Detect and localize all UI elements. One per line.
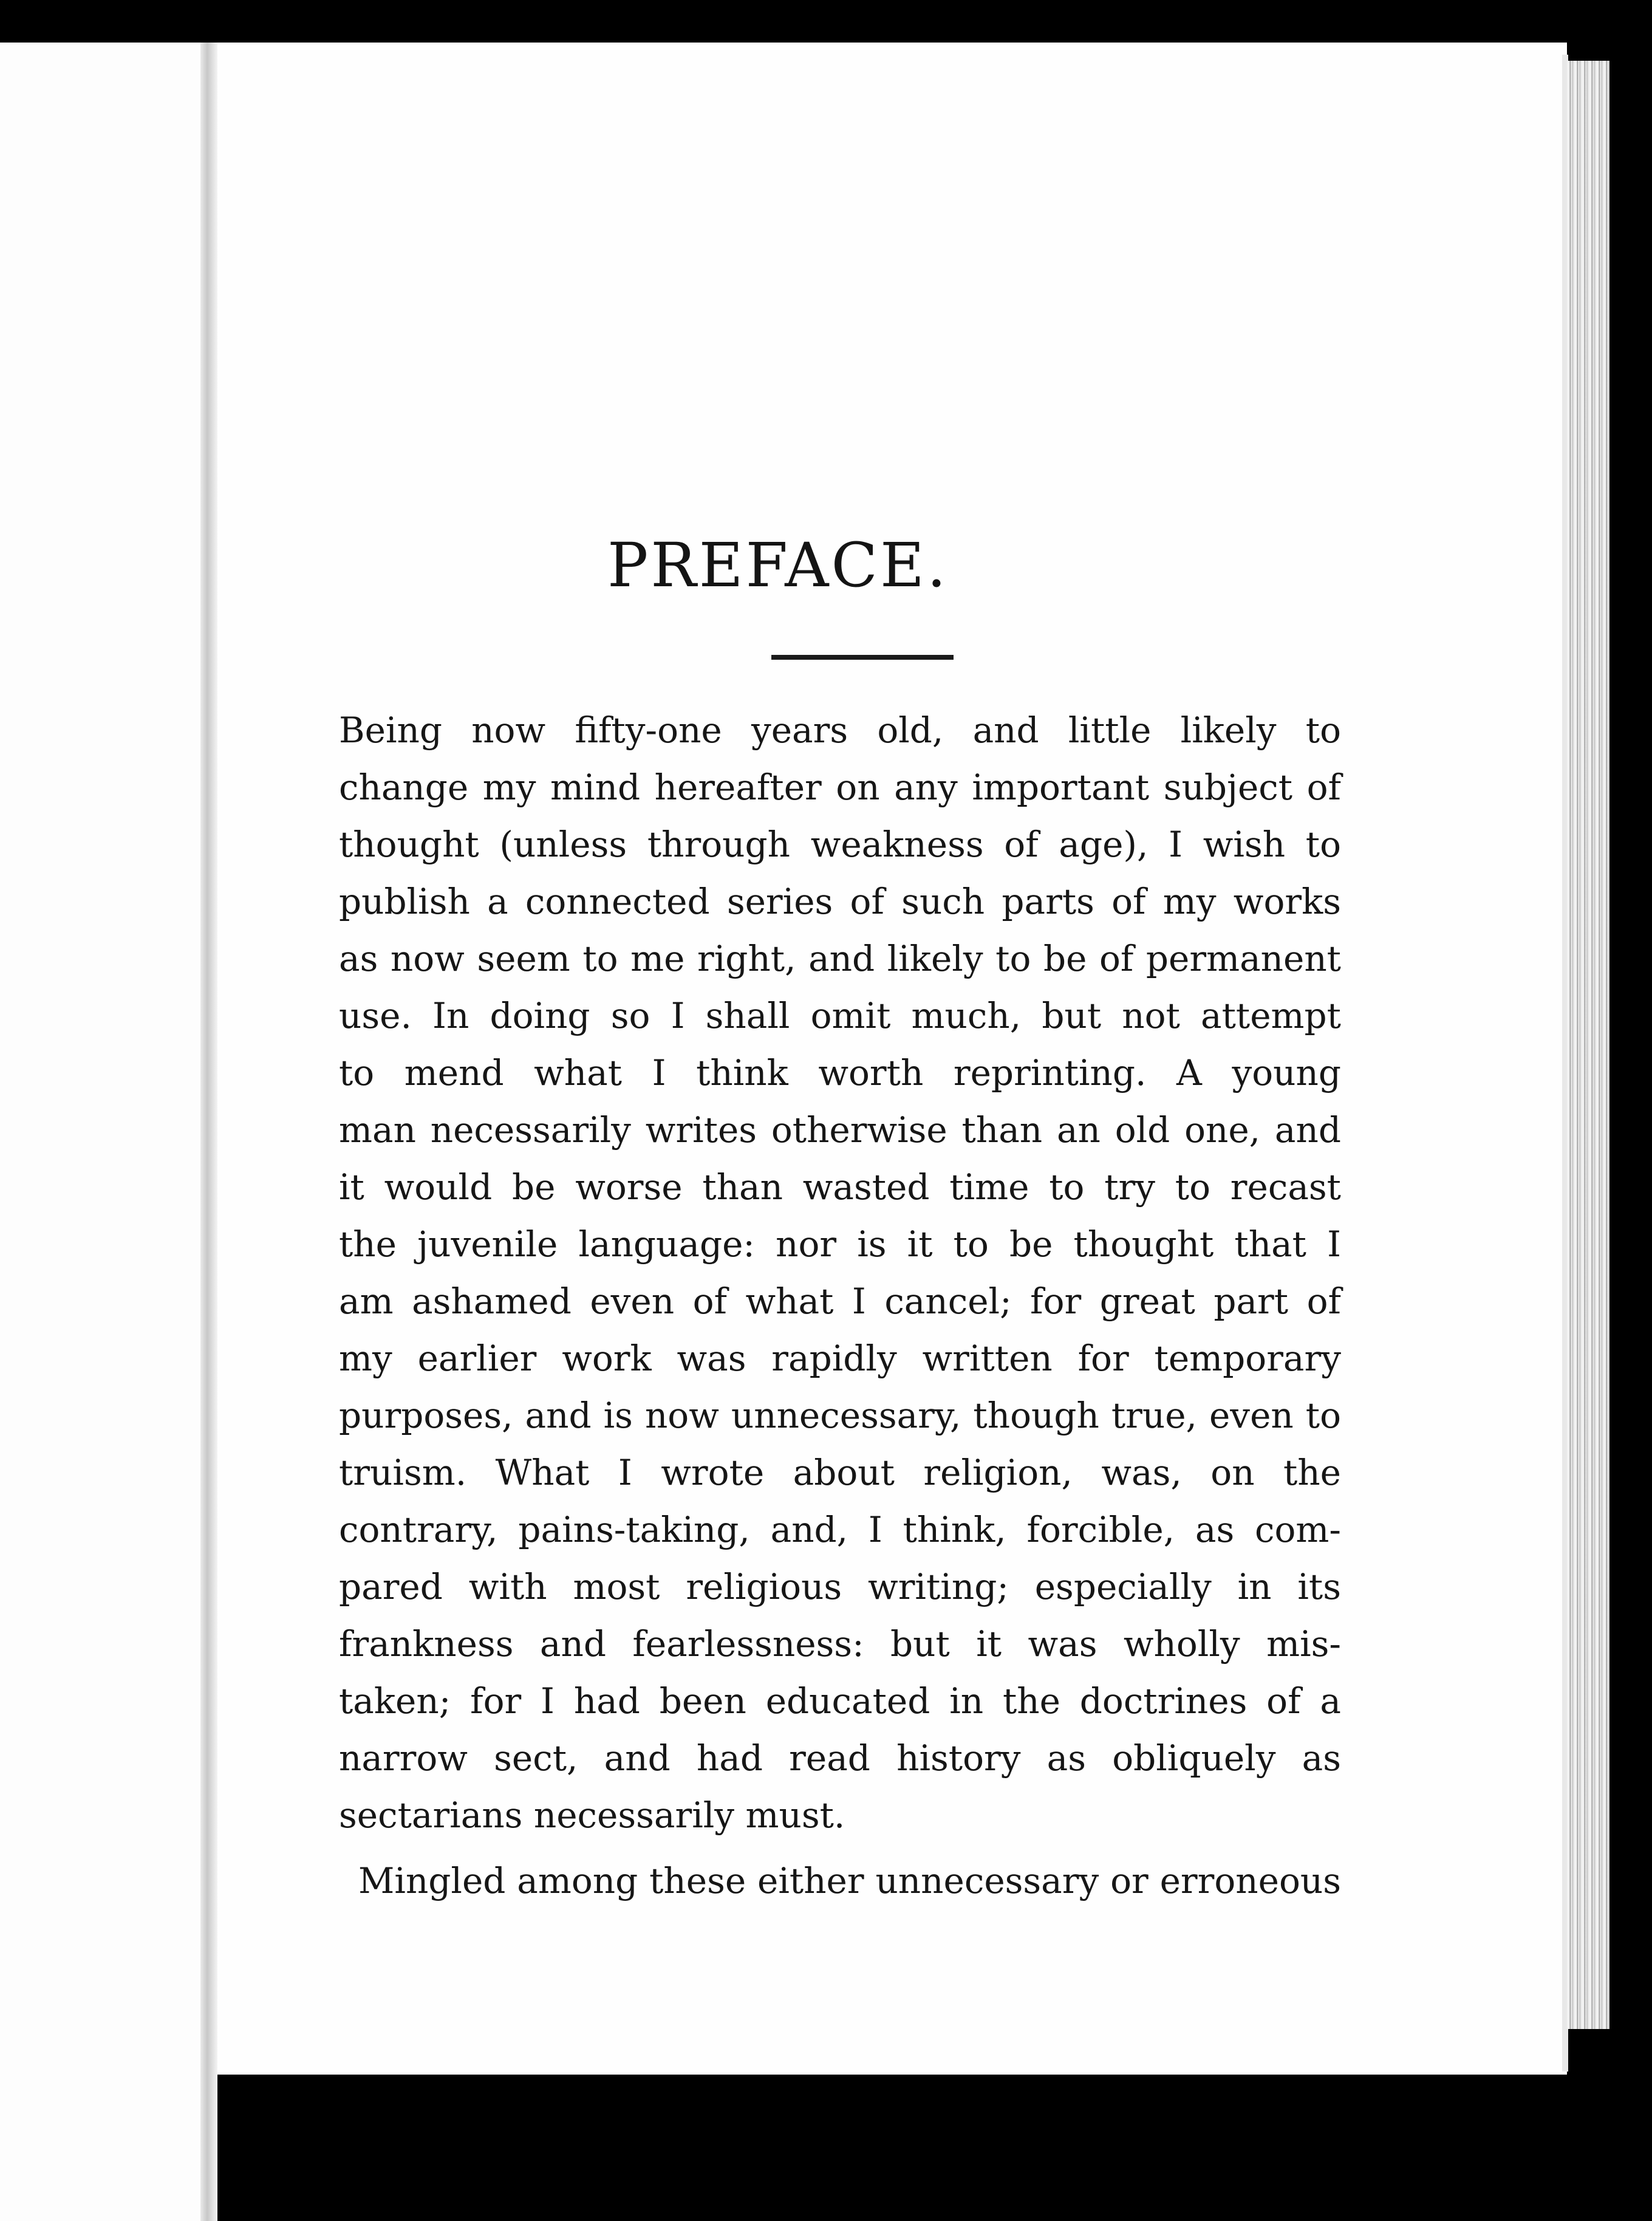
text-line: thought (unless through weakness of age), I wish to	[339, 824, 1341, 865]
text-line: as now seem to me right, and likely to be of permanent	[339, 938, 1341, 979]
text-line: truism. What I wrote about religion, was, on the	[339, 1452, 1341, 1493]
text-line: publish a connected series of such parts of my works	[339, 881, 1341, 922]
page-title: PREFACE.	[607, 530, 949, 601]
text-line: Being now fifty-one years old, and little likely to	[339, 710, 1341, 751]
text-line: change my mind hereafter on any important subject of	[339, 767, 1341, 808]
text-line: narrow sect, and had read history as obliquely as	[339, 1737, 1341, 1779]
text-line: sectarians necessarily must.	[339, 1795, 845, 1836]
text-line: Mingled among these either unnecessary or erroneous	[358, 1860, 1341, 1901]
paragraph-2	[339, 1852, 1341, 1909]
text-line: to mend what I think worth reprinting. A young	[339, 1052, 1341, 1093]
page-body	[339, 702, 1341, 1909]
title-rule-divider	[771, 655, 954, 660]
text-line: it would be worse than wasted time to try to recast	[339, 1166, 1341, 1208]
text-line: the juvenile language: nor is it to be thought that I	[339, 1223, 1341, 1265]
text-line: am ashamed even of what I cancel; for great part of	[339, 1281, 1341, 1322]
text-line: contrary, pains-taking, and, I think, forcible, as com-	[339, 1509, 1341, 1550]
text-line: frankness and fearlessness: but it was wholly mis-	[339, 1623, 1341, 1665]
text-line: man necessarily writes otherwise than an old one, and	[339, 1109, 1341, 1151]
page-block-edges	[1567, 61, 1609, 2029]
text-line: taken; for I had been educated in the doctrines of a	[339, 1680, 1341, 1722]
paragraph-1	[339, 702, 1341, 1844]
text-line: purposes, and is now unnecessary, though true, even to	[339, 1395, 1341, 1436]
text-line: use. In doing so I shall omit much, but not attempt	[339, 995, 1341, 1036]
book-gutter	[200, 43, 217, 2221]
text-line: pared with most religious writing; especially in its	[339, 1566, 1341, 1607]
left-page-edge	[0, 43, 200, 2221]
text-line: my earlier work was rapidly written for temporary	[339, 1338, 1341, 1379]
